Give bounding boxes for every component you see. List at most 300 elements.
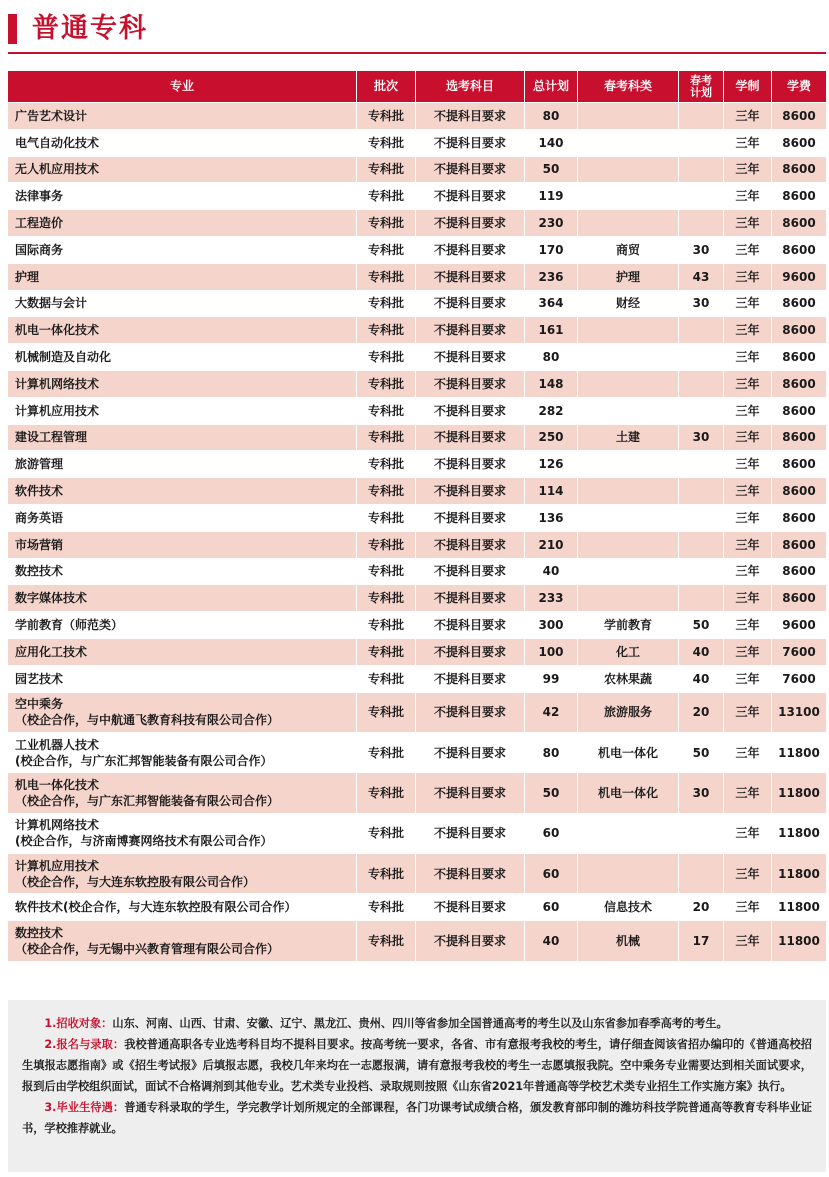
cell-major xyxy=(8,733,356,772)
cell-fee: 8600 xyxy=(771,371,826,397)
cell-major xyxy=(8,371,356,397)
cell-major xyxy=(8,666,356,692)
cell-batch: 专科批 xyxy=(356,451,415,477)
cell-fee: 8600 xyxy=(771,344,826,370)
cell-major xyxy=(8,344,356,370)
cell-fee: 11800 xyxy=(771,814,826,853)
cell-subject: 不提科目要求 xyxy=(415,398,524,424)
cell-total: 364 xyxy=(524,291,577,317)
cell-fee: 8600 xyxy=(771,451,826,477)
cell-total: 236 xyxy=(524,264,577,290)
cell-spring-category xyxy=(577,317,678,343)
cell-years: 三年 xyxy=(723,585,771,611)
cell-total: 250 xyxy=(524,425,577,451)
cell-years: 三年 xyxy=(723,773,771,812)
table-row xyxy=(8,130,826,156)
cell-years: 三年 xyxy=(723,317,771,343)
cell-total: 80 xyxy=(524,103,577,129)
table-row xyxy=(8,559,826,585)
cell-total: 140 xyxy=(524,130,577,156)
header-subject: 选考科目 xyxy=(415,71,524,102)
cell-batch: 专科批 xyxy=(356,478,415,504)
cell-subject: 不提科目要求 xyxy=(415,639,524,665)
cell-major xyxy=(8,532,356,558)
cell-batch: 专科批 xyxy=(356,237,415,263)
cell-years: 三年 xyxy=(723,612,771,638)
table-row xyxy=(8,693,826,732)
cell-subject: 不提科目要求 xyxy=(415,612,524,638)
major-name: 机电一体化技术 xyxy=(15,323,100,338)
header-years: 学制 xyxy=(723,71,771,102)
cell-total: 50 xyxy=(524,157,577,183)
cell-fee: 11800 xyxy=(771,921,826,960)
cell-batch: 专科批 xyxy=(356,425,415,451)
cell-major xyxy=(8,425,356,451)
cell-subject: 不提科目要求 xyxy=(415,814,524,853)
cell-subject: 不提科目要求 xyxy=(415,505,524,531)
cell-batch: 专科批 xyxy=(356,183,415,209)
cell-fee: 8600 xyxy=(771,559,826,585)
cell-years: 三年 xyxy=(723,344,771,370)
cell-subject: 不提科目要求 xyxy=(415,451,524,477)
cell-years: 三年 xyxy=(723,693,771,732)
major-note: (校企合作，与广东汇邦智能装备有限公司合作） xyxy=(15,753,273,768)
major-name: 软件技术(校企合作，与大连东软控股有限公司合作） xyxy=(15,900,297,915)
major-name: 数控技术 xyxy=(15,925,64,940)
cell-total: 300 xyxy=(524,612,577,638)
major-name: 市场营销 xyxy=(15,537,64,552)
major-note: (校企合作，与济南博赛网络技术有限公司合作） xyxy=(15,834,273,849)
cell-spring-plan xyxy=(678,585,723,611)
header-batch: 批次 xyxy=(356,71,415,102)
cell-spring-category: 机电一体化 xyxy=(577,773,678,812)
table-row xyxy=(8,371,826,397)
cell-years: 三年 xyxy=(723,814,771,853)
major-name: 计算机网络技术 xyxy=(15,376,100,391)
cell-major xyxy=(8,639,356,665)
cell-years: 三年 xyxy=(723,733,771,772)
cell-spring-category: 信息技术 xyxy=(577,894,678,920)
header-total: 总计划 xyxy=(524,71,577,102)
cell-spring-category xyxy=(577,585,678,611)
major-name: 机电一体化技术 xyxy=(15,778,100,792)
cell-total: 230 xyxy=(524,210,577,236)
cell-batch: 专科批 xyxy=(356,894,415,920)
cell-spring-plan xyxy=(678,103,723,129)
cell-total: 60 xyxy=(524,894,577,920)
cell-spring-plan xyxy=(678,478,723,504)
cell-major xyxy=(8,210,356,236)
cell-subject: 不提科目要求 xyxy=(415,425,524,451)
cell-years: 三年 xyxy=(723,264,771,290)
table-row xyxy=(8,157,826,183)
note-3-label: 3.毕业生待遇： xyxy=(44,1101,125,1114)
cell-spring-category xyxy=(577,130,678,156)
table-row xyxy=(8,639,826,665)
table-row xyxy=(8,921,826,960)
table-row xyxy=(8,183,826,209)
cell-batch: 专科批 xyxy=(356,344,415,370)
cell-subject: 不提科目要求 xyxy=(415,921,524,960)
major-name: 广告艺术设计 xyxy=(15,108,88,123)
major-name: 计算机应用技术 xyxy=(15,403,100,418)
note-3 xyxy=(22,1097,812,1139)
cell-spring-plan: 40 xyxy=(678,639,723,665)
cell-batch: 专科批 xyxy=(356,371,415,397)
cell-major xyxy=(8,585,356,611)
cell-major xyxy=(8,478,356,504)
cell-major xyxy=(8,317,356,343)
cell-fee: 8600 xyxy=(771,505,826,531)
cell-total: 80 xyxy=(524,733,577,772)
cell-fee: 8600 xyxy=(771,237,826,263)
cell-spring-plan: 20 xyxy=(678,894,723,920)
cell-spring-category xyxy=(577,559,678,585)
cell-spring-category: 机电一体化 xyxy=(577,733,678,772)
cell-spring-plan xyxy=(678,532,723,558)
cell-fee: 11800 xyxy=(771,773,826,812)
note-2-text: 我校普通高职各专业选考科目均不提科目要求。按高考统一要求，各省、市有意报考我校的考生，请仔细查阅该省招办编印的《普通高校招生填报志愿指南》或《招生考试报》后填报志愿，我校几年来均在一志愿报满，请有意报考我校的考生一志愿填报我院。空中乘务专业需要达到相关面试要求，报到后由学校组织面试，面试不合格调剂到其他专业。艺术类专业投档、录取规则按照《山东省2021年普通高等学校艺术类专业招生工作实施方案》执行。 xyxy=(22,1038,812,1093)
cell-spring-category xyxy=(577,451,678,477)
cell-spring-category xyxy=(577,505,678,531)
cell-total: 80 xyxy=(524,344,577,370)
table-row xyxy=(8,733,826,772)
major-name: 数字媒体技术 xyxy=(15,591,88,606)
major-name: 工业机器人技术 xyxy=(15,737,100,752)
cell-years: 三年 xyxy=(723,894,771,920)
cell-years: 三年 xyxy=(723,157,771,183)
cell-total: 60 xyxy=(524,814,577,853)
major-name: 空中乘务 xyxy=(15,697,64,712)
major-name: 电气自动化技术 xyxy=(15,135,100,150)
cell-spring-plan: 50 xyxy=(678,612,723,638)
cell-spring-plan: 40 xyxy=(678,666,723,692)
cell-spring-plan xyxy=(678,183,723,209)
cell-spring-category: 机械 xyxy=(577,921,678,960)
cell-spring-category: 护理 xyxy=(577,264,678,290)
table-body xyxy=(8,103,826,961)
note-2-label: 2.报名与录取： xyxy=(44,1038,125,1051)
cell-subject: 不提科目要求 xyxy=(415,894,524,920)
cell-spring-category xyxy=(577,814,678,853)
cell-fee: 9600 xyxy=(771,612,826,638)
cell-fee: 8600 xyxy=(771,425,826,451)
table-row xyxy=(8,398,826,424)
cell-spring-plan xyxy=(678,344,723,370)
table-row xyxy=(8,264,826,290)
major-name: 数控技术 xyxy=(15,564,64,579)
major-note: （校企合作，与广东汇邦智能装备有限公司合作） xyxy=(15,794,280,808)
cell-years: 三年 xyxy=(723,237,771,263)
cell-fee: 7600 xyxy=(771,666,826,692)
cell-fee: 8600 xyxy=(771,130,826,156)
table-row xyxy=(8,425,826,451)
cell-fee: 11800 xyxy=(771,733,826,772)
note-2 xyxy=(22,1034,812,1097)
cell-fee: 11800 xyxy=(771,854,826,893)
table-row xyxy=(8,505,826,531)
cell-major xyxy=(8,559,356,585)
notes-section xyxy=(8,1000,826,1172)
cell-total: 100 xyxy=(524,639,577,665)
table-row xyxy=(8,814,826,853)
cell-years: 三年 xyxy=(723,398,771,424)
note-1-text: 山东、河南、山西、甘肃、安徽、辽宁、黑龙江、贵州、四川等省参加全国普通高考的考生以及山东省参加春季高考的考生。 xyxy=(112,1017,728,1030)
cell-batch: 专科批 xyxy=(356,639,415,665)
cell-fee: 8600 xyxy=(771,183,826,209)
cell-subject: 不提科目要求 xyxy=(415,237,524,263)
cell-spring-category xyxy=(577,210,678,236)
cell-major xyxy=(8,237,356,263)
cell-major xyxy=(8,854,356,893)
cell-fee: 8600 xyxy=(771,398,826,424)
cell-batch: 专科批 xyxy=(356,103,415,129)
cell-spring-plan: 30 xyxy=(678,237,723,263)
cell-total: 99 xyxy=(524,666,577,692)
cell-spring-plan: 17 xyxy=(678,921,723,960)
cell-fee: 8600 xyxy=(771,317,826,343)
major-name: 机械制造及自动化 xyxy=(15,350,112,365)
cell-total: 136 xyxy=(524,505,577,531)
cell-spring-category xyxy=(577,157,678,183)
cell-total: 119 xyxy=(524,183,577,209)
cell-subject: 不提科目要求 xyxy=(415,183,524,209)
major-name: 建设工程管理 xyxy=(15,430,88,445)
cell-fee: 8600 xyxy=(771,291,826,317)
major-name: 国际商务 xyxy=(15,242,64,257)
cell-spring-category xyxy=(577,183,678,209)
cell-subject: 不提科目要求 xyxy=(415,532,524,558)
cell-total: 60 xyxy=(524,854,577,893)
major-note: （校企合作，与中航通飞教育科技有限公司合作） xyxy=(15,713,280,728)
cell-total: 126 xyxy=(524,451,577,477)
cell-major xyxy=(8,157,356,183)
table-header-row xyxy=(8,71,826,102)
major-name: 园艺技术 xyxy=(15,671,64,686)
major-name: 工程造价 xyxy=(15,216,64,231)
cell-total: 233 xyxy=(524,585,577,611)
cell-years: 三年 xyxy=(723,478,771,504)
cell-years: 三年 xyxy=(723,639,771,665)
cell-spring-plan: 43 xyxy=(678,264,723,290)
cell-spring-plan xyxy=(678,814,723,853)
cell-subject: 不提科目要求 xyxy=(415,733,524,772)
cell-major xyxy=(8,505,356,531)
cell-total: 42 xyxy=(524,693,577,732)
cell-fee: 11800 xyxy=(771,894,826,920)
table-row xyxy=(8,344,826,370)
cell-batch: 专科批 xyxy=(356,559,415,585)
cell-subject: 不提科目要求 xyxy=(415,157,524,183)
major-note: （校企合作，与大连东软控股有限公司合作） xyxy=(15,874,256,889)
cell-subject: 不提科目要求 xyxy=(415,585,524,611)
table-row xyxy=(8,103,826,129)
cell-years: 三年 xyxy=(723,291,771,317)
note-3-text: 普通专科录取的学生，学完教学计划所规定的全部课程，各门功课考试成绩合格，颁发教育部印制的潍坊科技学院普通高等教育专科毕业证书，学校推荐就业。 xyxy=(22,1101,812,1135)
major-name: 旅游管理 xyxy=(15,457,64,472)
cell-batch: 专科批 xyxy=(356,814,415,853)
major-name: 学前教育（师范类） xyxy=(15,618,124,633)
cell-total: 50 xyxy=(524,773,577,812)
cell-spring-category: 商贸 xyxy=(577,237,678,263)
cell-spring-plan xyxy=(678,559,723,585)
table-row xyxy=(8,532,826,558)
cell-batch: 专科批 xyxy=(356,291,415,317)
cell-spring-category xyxy=(577,532,678,558)
cell-spring-plan xyxy=(678,130,723,156)
cell-major xyxy=(8,921,356,960)
cell-major xyxy=(8,291,356,317)
cell-subject: 不提科目要求 xyxy=(415,666,524,692)
table-row xyxy=(8,854,826,893)
cell-major xyxy=(8,451,356,477)
cell-spring-category xyxy=(577,344,678,370)
cell-spring-category: 化工 xyxy=(577,639,678,665)
cell-spring-category xyxy=(577,854,678,893)
cell-spring-plan: 30 xyxy=(678,773,723,812)
header-fee: 学费 xyxy=(771,71,826,102)
major-name: 计算机应用技术 xyxy=(15,858,100,873)
table-row xyxy=(8,773,826,812)
cell-spring-category xyxy=(577,398,678,424)
cell-total: 148 xyxy=(524,371,577,397)
enrollment-table xyxy=(8,70,826,962)
cell-batch: 专科批 xyxy=(356,157,415,183)
cell-total: 170 xyxy=(524,237,577,263)
cell-subject: 不提科目要求 xyxy=(415,103,524,129)
major-name: 护理 xyxy=(15,269,40,284)
cell-fee: 9600 xyxy=(771,264,826,290)
cell-years: 三年 xyxy=(723,666,771,692)
major-name: 商务英语 xyxy=(15,510,64,525)
cell-batch: 专科批 xyxy=(356,585,415,611)
major-name: 无人机应用技术 xyxy=(15,162,100,177)
cell-spring-plan xyxy=(678,854,723,893)
cell-batch: 专科批 xyxy=(356,532,415,558)
cell-batch: 专科批 xyxy=(356,130,415,156)
header-major: 专业 xyxy=(8,71,356,102)
cell-fee: 8600 xyxy=(771,532,826,558)
cell-total: 40 xyxy=(524,921,577,960)
cell-batch: 专科批 xyxy=(356,733,415,772)
cell-fee: 8600 xyxy=(771,585,826,611)
cell-years: 三年 xyxy=(723,854,771,893)
cell-spring-plan: 30 xyxy=(678,291,723,317)
cell-fee: 8600 xyxy=(771,478,826,504)
cell-subject: 不提科目要求 xyxy=(415,559,524,585)
cell-major xyxy=(8,183,356,209)
major-name: 软件技术 xyxy=(15,484,64,499)
cell-batch: 专科批 xyxy=(356,612,415,638)
table-row xyxy=(8,451,826,477)
cell-subject: 不提科目要求 xyxy=(415,264,524,290)
note-1-label: 1.招收对象： xyxy=(44,1017,113,1030)
table-row xyxy=(8,666,826,692)
cell-years: 三年 xyxy=(723,103,771,129)
table-row xyxy=(8,478,826,504)
cell-subject: 不提科目要求 xyxy=(415,317,524,343)
cell-batch: 专科批 xyxy=(356,505,415,531)
cell-subject: 不提科目要求 xyxy=(415,344,524,370)
table-row xyxy=(8,317,826,343)
cell-spring-category xyxy=(577,478,678,504)
cell-major xyxy=(8,814,356,853)
cell-batch: 专科批 xyxy=(356,854,415,893)
table-row xyxy=(8,585,826,611)
table-row xyxy=(8,291,826,317)
cell-batch: 专科批 xyxy=(356,210,415,236)
cell-spring-plan xyxy=(678,451,723,477)
cell-years: 三年 xyxy=(723,425,771,451)
cell-major xyxy=(8,264,356,290)
table-row xyxy=(8,612,826,638)
cell-subject: 不提科目要求 xyxy=(415,130,524,156)
cell-spring-plan xyxy=(678,157,723,183)
cell-major xyxy=(8,130,356,156)
table-row xyxy=(8,237,826,263)
cell-batch: 专科批 xyxy=(356,264,415,290)
cell-major xyxy=(8,693,356,732)
cell-batch: 专科批 xyxy=(356,773,415,812)
cell-spring-category: 旅游服务 xyxy=(577,693,678,732)
major-name: 应用化工技术 xyxy=(15,644,88,659)
cell-spring-category: 土建 xyxy=(577,425,678,451)
cell-years: 三年 xyxy=(723,921,771,960)
cell-spring-plan xyxy=(678,505,723,531)
cell-subject: 不提科目要求 xyxy=(415,854,524,893)
cell-major xyxy=(8,398,356,424)
cell-batch: 专科批 xyxy=(356,398,415,424)
cell-batch: 专科批 xyxy=(356,693,415,732)
cell-spring-category: 财经 xyxy=(577,291,678,317)
cell-years: 三年 xyxy=(723,371,771,397)
cell-subject: 不提科目要求 xyxy=(415,773,524,812)
cell-subject: 不提科目要求 xyxy=(415,693,524,732)
cell-subject: 不提科目要求 xyxy=(415,291,524,317)
cell-batch: 专科批 xyxy=(356,666,415,692)
table-row xyxy=(8,894,826,920)
cell-spring-plan xyxy=(678,398,723,424)
cell-subject: 不提科目要求 xyxy=(415,371,524,397)
cell-total: 114 xyxy=(524,478,577,504)
major-name: 计算机网络技术 xyxy=(15,818,100,833)
cell-fee: 8600 xyxy=(771,210,826,236)
cell-years: 三年 xyxy=(723,183,771,209)
cell-spring-category: 学前教育 xyxy=(577,612,678,638)
cell-major xyxy=(8,894,356,920)
cell-fee: 8600 xyxy=(771,103,826,129)
cell-total: 161 xyxy=(524,317,577,343)
major-note: （校企合作，与无锡中兴教育管理有限公司合作） xyxy=(15,941,280,956)
cell-spring-category xyxy=(577,371,678,397)
cell-fee: 13100 xyxy=(771,693,826,732)
title-section xyxy=(8,10,826,54)
cell-years: 三年 xyxy=(723,451,771,477)
cell-spring-plan: 50 xyxy=(678,733,723,772)
cell-spring-plan xyxy=(678,371,723,397)
header-spring-plan xyxy=(678,71,723,102)
note-1 xyxy=(22,1013,812,1034)
cell-total: 282 xyxy=(524,398,577,424)
cell-major xyxy=(8,612,356,638)
cell-years: 三年 xyxy=(723,559,771,585)
cell-fee: 8600 xyxy=(771,157,826,183)
cell-spring-plan: 20 xyxy=(678,693,723,732)
cell-years: 三年 xyxy=(723,505,771,531)
table-row xyxy=(8,210,826,236)
cell-major xyxy=(8,103,356,129)
cell-fee: 7600 xyxy=(771,639,826,665)
